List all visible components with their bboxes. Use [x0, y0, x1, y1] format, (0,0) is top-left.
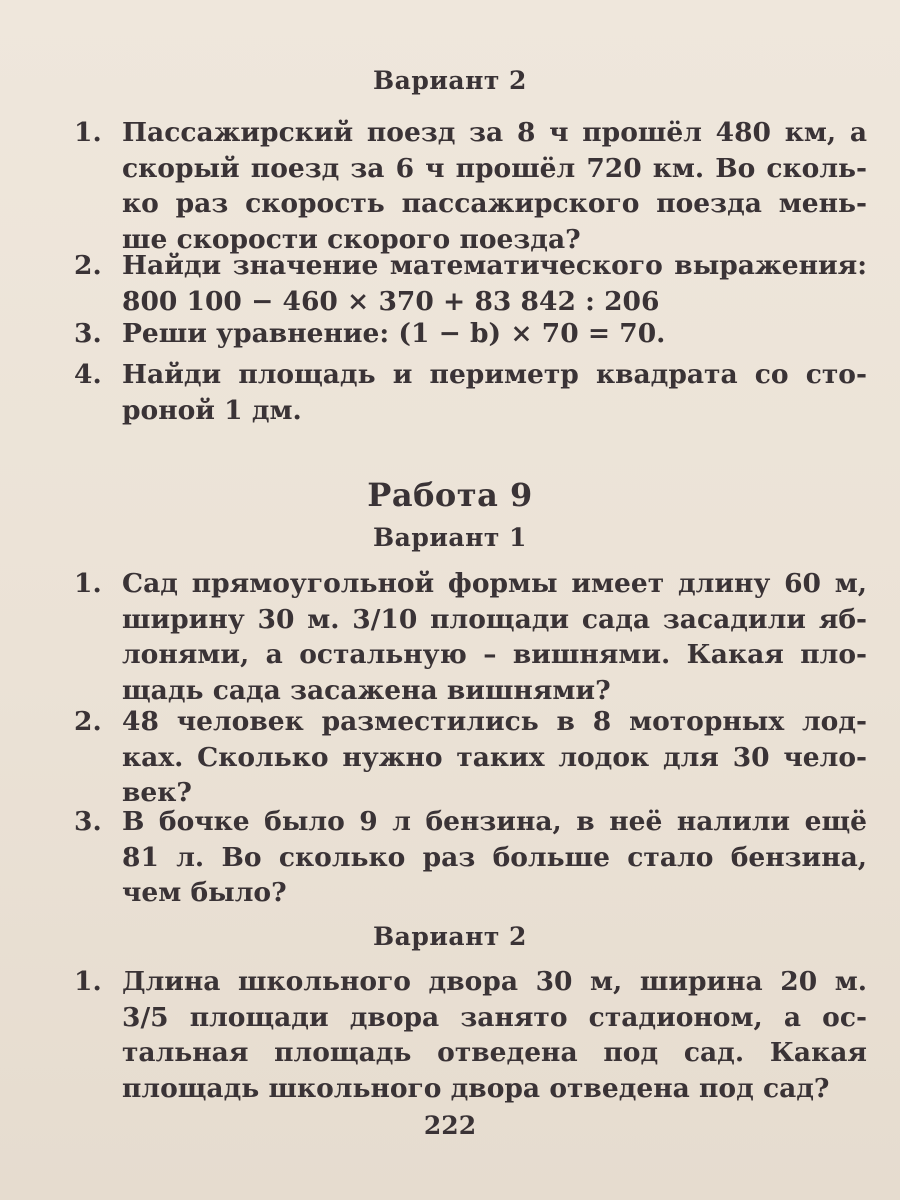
- equation: Реши уравнение: (1 − b) × 70 = 70.: [122, 318, 666, 349]
- task-line: 81 л. Во сколько раз больше стало бензина,: [122, 841, 867, 873]
- task-line: ках. Сколько нужно таких лодок для 30 чело-: [122, 741, 867, 773]
- task-number: 3.: [74, 318, 102, 349]
- task-line: площадь школьного двора отведена под сад?: [122, 1072, 830, 1104]
- task-line: Пассажирский поезд за 8 ч прошёл 480 км, а: [122, 117, 867, 148]
- task-line: чем было?: [122, 877, 287, 908]
- page-number: 222: [423, 1111, 477, 1140]
- task-number: 2.: [74, 706, 102, 737]
- work-heading: Работа 9: [367, 476, 533, 514]
- task-line: щадь сада засажена вишнями?: [122, 674, 611, 706]
- task-line: век?: [122, 777, 192, 808]
- task-line: скорый поезд за 6 ч прошёл 720 км. Во сколь-: [122, 152, 867, 184]
- task-number: 1.: [74, 568, 102, 599]
- task-number: 1.: [74, 117, 102, 148]
- task-number: 4.: [74, 359, 102, 390]
- variant-2-heading: Вариант 2: [373, 922, 527, 951]
- task-line: 3/5 площади двора занято стадионом, а ос-: [122, 1001, 867, 1033]
- task-line: Найди площадь и периметр квадрата со сто-: [122, 359, 867, 390]
- variant-2-heading: Вариант 2: [373, 66, 527, 95]
- task-line: 48 человек разместились в 8 моторных лод-: [122, 706, 867, 737]
- task-line: тальная площадь отведена под сад. Какая: [122, 1037, 867, 1068]
- task-line: ше скорости скорого поезда?: [122, 223, 581, 255]
- math-expression: 800 100 − 460 × 370 + 83 842 : 206: [122, 285, 660, 317]
- task-line: Длина школьного двора 30 м, ширина 20 м.: [122, 966, 867, 997]
- task-line: лонями, а остальную – вишнями. Какая пло-: [122, 639, 867, 670]
- task-number: 2.: [74, 250, 102, 281]
- task-line: роной 1 дм.: [122, 394, 302, 426]
- task-line: Найди значение математического выражения:: [122, 250, 867, 281]
- variant-1-heading: Вариант 1: [373, 523, 527, 552]
- task-line: ко раз скорость пассажирского поезда мень-: [122, 188, 867, 219]
- task-line: Сад прямоугольной формы имеет длину 60 м,: [122, 568, 867, 599]
- task-line: В бочке было 9 л бензина, в неё налили ещё: [122, 806, 867, 837]
- task-number: 1.: [74, 966, 102, 997]
- task-line: ширину 30 м. 3/10 площади сада засадили яб-: [122, 603, 867, 635]
- task-number: 3.: [74, 806, 102, 837]
